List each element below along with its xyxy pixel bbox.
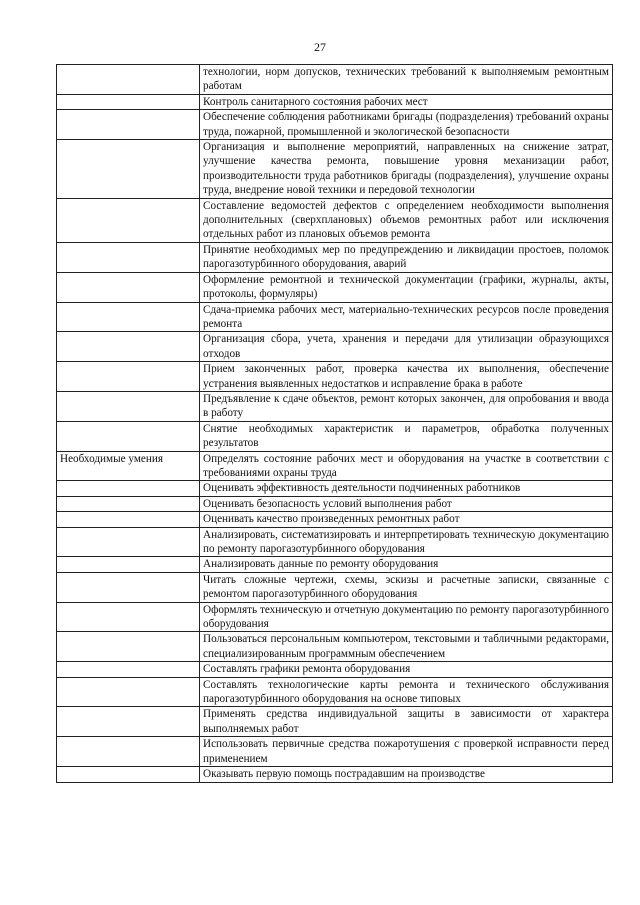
table-row: [57, 421, 613, 451]
table-row: [57, 242, 613, 272]
table-cell-item: Оформление ремонтной и технической документации (графики, журналы, акты, протоколы, формуляры): [200, 272, 613, 302]
page-number: 27: [314, 40, 326, 54]
section-label-continuation: [57, 632, 200, 662]
section-label: [57, 65, 200, 95]
table-row: [57, 496, 613, 511]
table-cell-item: Применять средства индивидуальной защиты в зависимости от характера выполняемых работ: [200, 707, 613, 737]
section-label-continuation: [57, 362, 200, 392]
table-cell-item: Использовать первичные средства пожаротушения с проверкой исправности перед применением: [200, 737, 613, 767]
table-row: [57, 110, 613, 140]
table-cell-item: Читать сложные чертежи, схемы, эскизы и расчетные записки, связанные с ремонтом парогазотурбинного оборудования: [200, 572, 613, 602]
table-row: [57, 527, 613, 557]
section-label-continuation: [57, 527, 200, 557]
section-label-continuation: [57, 512, 200, 527]
table-cell-item: технологии, норм допусков, технических требований к выполняемым ремонтным работам: [200, 65, 613, 95]
section-label-continuation: [57, 707, 200, 737]
table-cell-item: Оформлять техническую и отчетную документацию по ремонту парогазотурбинного оборудования: [200, 602, 613, 632]
table-cell-item: Организация сбора, учета, хранения и передачи для утилизации образующихся отходов: [200, 332, 613, 362]
table-cell-item: Пользоваться персональным компьютером, текстовыми и табличными редакторами, специализированным программным обеспечением: [200, 632, 613, 662]
table-row: [57, 481, 613, 496]
section-label-continuation: [57, 662, 200, 677]
section-label-continuation: [57, 94, 200, 109]
section-label-continuation: [57, 737, 200, 767]
section-label-continuation: [57, 602, 200, 632]
section-label-continuation: [57, 302, 200, 332]
requirements-table: [56, 64, 613, 783]
section-label: Необходимые умения: [57, 451, 200, 481]
section-label-continuation: [57, 557, 200, 572]
table-cell-item: Оказывать первую помощь пострадавшим на производстве: [200, 767, 613, 782]
table-cell-item: Составлять графики ремонта оборудования: [200, 662, 613, 677]
table-row: [57, 362, 613, 392]
table-row: [57, 65, 613, 95]
section-label-continuation: [57, 572, 200, 602]
table-cell-item: Предъявление к сдаче объектов, ремонт которых закончен, для опробования и ввода в работу: [200, 391, 613, 421]
table-row: [57, 707, 613, 737]
table-cell-item: Анализировать, систематизировать и интерпретировать техническую документацию по ремонту парогазотурбинного оборудования: [200, 527, 613, 557]
section-label-continuation: [57, 481, 200, 496]
table-row: [57, 557, 613, 572]
table-cell-item: Составление ведомостей дефектов с определением необходимости выполнения дополнительных (сверхплановых) объемов ремонтных работ или исключения отдельных работ из плановых объемов ремонта: [200, 198, 613, 242]
section-label-continuation: [57, 677, 200, 707]
table-cell-item: Обеспечение соблюдения работниками бригады (подразделения) требований охраны труда, пожарной, промышленной и экологической безопасности: [200, 110, 613, 140]
table-row: [57, 332, 613, 362]
requirements-table-body: [57, 65, 613, 783]
table-cell-item: Сдача-приемка рабочих мест, материально-технических ресурсов после проведения ремонта: [200, 302, 613, 332]
table-cell-item: Организация и выполнение мероприятий, направленных на снижение затрат, улучшение качества ремонта, повышение уровня механизации работ, производительности труда работников бригады (подразделения), улучшение охраны труда, внедрение новой техники и передовой технологии: [200, 140, 613, 199]
table-row: [57, 391, 613, 421]
table-row: [57, 677, 613, 707]
table-row: [57, 302, 613, 332]
table-cell-item: Контроль санитарного состояния рабочих мест: [200, 94, 613, 109]
table-row: [57, 602, 613, 632]
section-label-continuation: [57, 110, 200, 140]
table-cell-item: Снятие необходимых характеристик и параметров, обработка полученных результатов: [200, 421, 613, 451]
table-row: [57, 632, 613, 662]
table-cell-item: Принятие необходимых мер по предупреждению и ликвидации простоев, поломок парогазотурбинного оборудования, аварий: [200, 242, 613, 272]
section-label-continuation: [57, 767, 200, 782]
table-row: [57, 512, 613, 527]
section-label-continuation: [57, 140, 200, 199]
section-label-continuation: [57, 496, 200, 511]
table-row: [57, 572, 613, 602]
table-row: [57, 737, 613, 767]
table-row: [57, 767, 613, 782]
table-cell-item: Составлять технологические карты ремонта и технического обслуживания парогазотурбинного оборудования на основе типовых: [200, 677, 613, 707]
table-row: [57, 140, 613, 199]
table-cell-item: Определять состояние рабочих мест и оборудования на участке в соответствии с требованиями охраны труда: [200, 451, 613, 481]
table-row: [57, 662, 613, 677]
table-row: [57, 94, 613, 109]
table-row: [57, 272, 613, 302]
section-label-continuation: [57, 242, 200, 272]
section-label-continuation: [57, 332, 200, 362]
table-row: [57, 451, 613, 481]
table-row: [57, 198, 613, 242]
table-cell-item: Оценивать эффективность деятельности подчиненных работников: [200, 481, 613, 496]
table-cell-item: Оценивать качество произведенных ремонтных работ: [200, 512, 613, 527]
section-label-continuation: [57, 421, 200, 451]
table-cell-item: Анализировать данные по ремонту оборудования: [200, 557, 613, 572]
table-cell-item: Оценивать безопасность условий выполнения работ: [200, 496, 613, 511]
section-label-continuation: [57, 272, 200, 302]
table-cell-item: Прием законченных работ, проверка качества их выполнения, обеспечение устранения выявленных недостатков и исправление брака в работе: [200, 362, 613, 392]
section-label-continuation: [57, 391, 200, 421]
section-label-continuation: [57, 198, 200, 242]
